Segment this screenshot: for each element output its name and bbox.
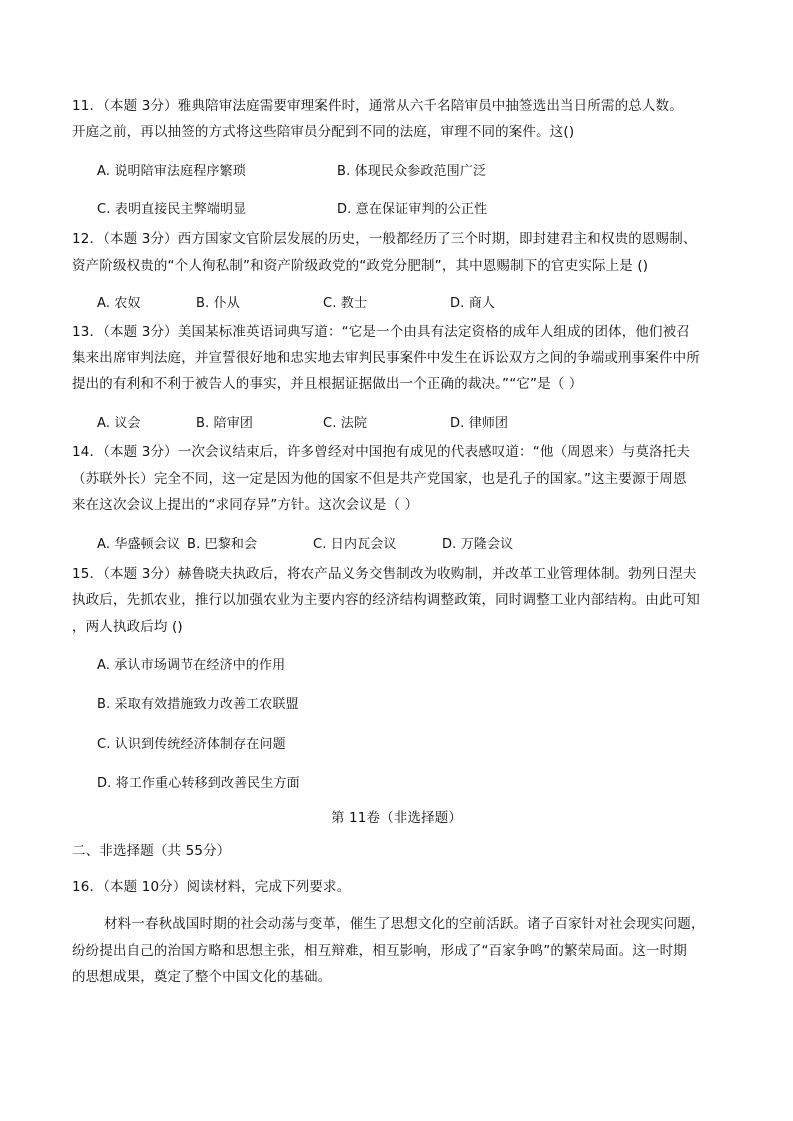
question-11-option-b[interactable]: B. 体现民众参政范围广泛: [337, 164, 487, 179]
question-15-option-d[interactable]: D. 将工作重心转移到改善民生方面: [97, 776, 300, 791]
question-11-options-row-1: [97, 162, 486, 182]
question-14-line-3: 来在这次会议上提出的“求同存异”方针。这次会议是（ ）: [72, 497, 419, 513]
question-14-option-c[interactable]: C. 日内瓦会议: [313, 537, 397, 552]
question-16-heading: 16．（本题 10分）阅读材料，完成下列要求。: [72, 879, 351, 895]
question-13-option-b[interactable]: B. 陪审团: [196, 416, 254, 431]
question-15-option-a[interactable]: A. 承认市场调节在经济中的作用: [97, 658, 286, 673]
part-heading: 二、非选择题（共 55分）: [72, 843, 231, 859]
question-16-material-line-2: 纷纷提出自己的治国方略和思想主张，相互辩难，相互影响，形成了“百家争鸣”的繁荣局面。这一时期: [72, 943, 687, 959]
question-15-option-b[interactable]: B. 采取有效措施致力改善工农联盟: [97, 697, 299, 712]
question-16-material-line-3: 的思想成果，奠定了整个中国文化的基础。: [72, 969, 332, 985]
question-13-option-c[interactable]: C. 法院: [323, 416, 368, 431]
question-14-line-1: 14．（本题 3分）一次会议结束后，许多曾经对中国抱有成见的代表感叹道：“他（周恩来）与莫洛托夫: [72, 444, 691, 460]
question-13-line-3: 提出的有利和不利于被告人的事实，并且根据证据做出一个正确的裁决。”“它”是（ ）: [72, 376, 583, 392]
question-12-line-2: 资产阶级权贵的“个人徇私制”和资产阶级政党的“政党分肥制”，其中恩赐制下的官吏实际上是 (): [72, 258, 649, 274]
question-11-option-c[interactable]: C. 表明直接民主弊端明显: [97, 202, 247, 217]
question-12-line-1: 12．（本题 3分）西方国家文官阶层发展的历史，一般都经历了三个时期，即封建君主和权贵的恩赐制、: [72, 231, 697, 247]
question-14-option-d[interactable]: D. 万隆会议: [442, 537, 514, 552]
question-11-line-2: 开庭之前，再以抽签的方式将这些陪审员分配到不同的法庭，审理不同的案件。这(): [72, 124, 575, 140]
question-13-line-2: 集来出席审判法庭，并宣誓很好地和忠实地去审判民事案件中发生在诉讼双方之间的争端或刑事案件中所: [72, 350, 700, 366]
question-12-option-c[interactable]: C. 教士: [323, 296, 368, 311]
question-12-option-a[interactable]: A. 农奴: [97, 296, 141, 311]
question-14-line-2: （苏联外长）完全不同，这一定是因为他的国家不但是共产党国家，也是孔子的国家。”这主要源于周恩: [72, 471, 687, 487]
question-15-line-1: 15．（本题 3分）赫鲁晓夫执政后，将农产品义务交售制改为收购制，并改革工业管理体制。勃列日涅夫: [72, 566, 697, 582]
question-14-options: [97, 535, 513, 555]
question-14-option-b[interactable]: B. 巴黎和会: [187, 537, 258, 552]
question-12-options: [97, 294, 495, 314]
question-13-line-1: 13．（本题 3分）美国某标准英语词典写道：“它是一个由具有法定资格的成年人组成的团体，他们被召: [72, 324, 691, 340]
question-13-options: [97, 414, 508, 434]
question-11-line-1: 11．（本题 3分）雅典陪审法庭需要审理案件时，通常从六千名陪审员中抽签选出当日所需的总人数。: [72, 98, 683, 114]
question-15-line-2: 执政后，先抓农业，推行以加强农业为主要内容的经济结构调整政策，同时调整工业内部结构。由此可知: [72, 592, 700, 608]
question-15-line-3: ，两人执政后均 (): [72, 619, 183, 635]
question-13-option-d[interactable]: D. 律师团: [450, 416, 509, 431]
question-13-option-a[interactable]: A. 议会: [97, 416, 141, 431]
question-15-option-c[interactable]: C. 认识到传统经济体制存在问题: [97, 737, 286, 752]
question-12-option-b[interactable]: B. 仆从: [196, 296, 240, 311]
question-14-option-a[interactable]: A. 华盛顿会议: [97, 537, 181, 552]
question-11-option-d[interactable]: D. 意在保证审判的公正性: [337, 202, 488, 217]
question-12-option-d[interactable]: D. 商人: [450, 296, 496, 311]
question-11-option-a[interactable]: A. 说明陪审法庭程序繁琐: [97, 164, 246, 179]
question-16-material-line-1: 材料一春秋战国时期的社会动荡与变革，催生了思想文化的空前活跃。诸子百家针对社会现实问题，: [104, 916, 705, 932]
section-title: 第 11卷（非选择题）: [330, 810, 463, 826]
question-11-options-row-2: [97, 200, 487, 220]
